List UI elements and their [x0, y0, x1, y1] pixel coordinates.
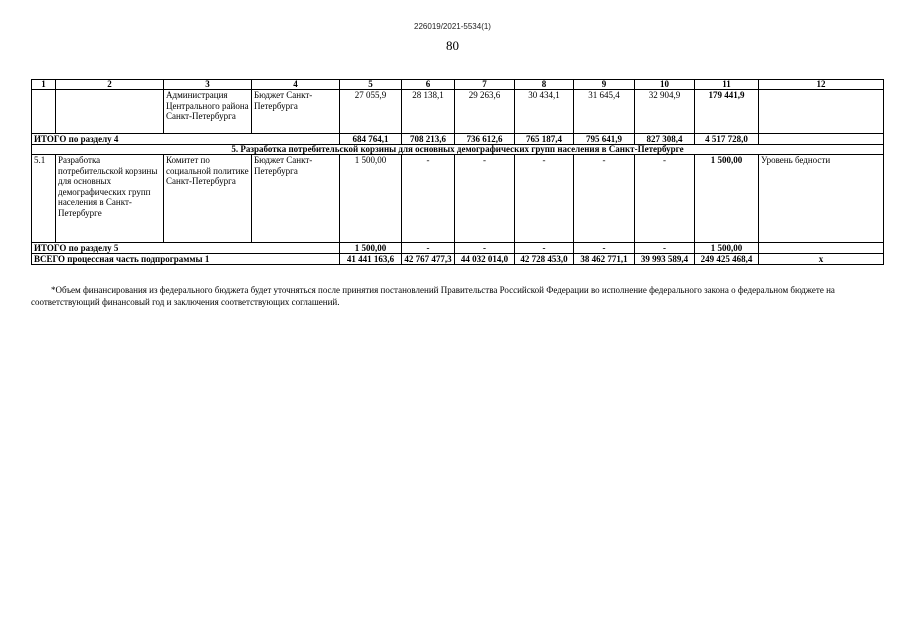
indicator-cell: Уровень бедности — [759, 155, 884, 243]
col-number: 6 — [402, 80, 455, 90]
grand-total-value: 44 032 014,0 — [455, 254, 515, 265]
total-value: - — [635, 243, 695, 254]
section-total-row — [32, 134, 884, 145]
value-cell: - — [635, 155, 695, 243]
value-cell: 29 263,6 — [455, 90, 515, 134]
total-value: 1 500,00 — [340, 243, 402, 254]
name-cell — [56, 90, 164, 134]
table-row — [32, 155, 884, 243]
grand-total-value: 42 728 453,0 — [515, 254, 574, 265]
value-cell: 32 904,9 — [635, 90, 695, 134]
total-value-cell: 1 500,00 — [695, 155, 759, 243]
executor-cell: Комитет по социальной политике Санкт-Петербурга — [164, 155, 252, 243]
total-value: - — [455, 243, 515, 254]
total-value: 1 500,00 — [695, 243, 759, 254]
col-number: 8 — [515, 80, 574, 90]
value-cell: - — [574, 155, 635, 243]
value-cell: 31 645,4 — [574, 90, 635, 134]
budget-table — [31, 79, 884, 265]
source-cell: Бюджет Санкт-Петербурга — [252, 90, 340, 134]
total-value: 765 187,4 — [515, 134, 574, 145]
section-total-row — [32, 243, 884, 254]
value-cell: 30 434,1 — [515, 90, 574, 134]
total-value: - — [402, 243, 455, 254]
executor-cell: Администрация Центрального района Санкт-Петербурга — [164, 90, 252, 134]
row-num-cell — [32, 90, 56, 134]
section-total-label: ИТОГО по разделу 4 — [32, 134, 340, 145]
value-cell: 28 138,1 — [402, 90, 455, 134]
col-number: 4 — [252, 80, 340, 90]
total-value-cell: 179 441,9 — [695, 90, 759, 134]
total-value: 4 517 728,0 — [695, 134, 759, 145]
col-number: 10 — [635, 80, 695, 90]
total-value: - — [574, 243, 635, 254]
source-cell: Бюджет Санкт-Петербурга — [252, 155, 340, 243]
total-value: 684 764,1 — [340, 134, 402, 145]
value-cell: - — [402, 155, 455, 243]
name-cell: Разработка потребительской корзины для основных демографических групп населения в Санкт-Петербурге — [56, 155, 164, 243]
row-num-cell: 5.1 — [32, 155, 56, 243]
column-number-row — [32, 80, 884, 90]
col-number: 1 — [32, 80, 56, 90]
grand-total-value: 249 425 468,4 — [695, 254, 759, 265]
indicator-cell — [759, 243, 884, 254]
indicator-cell — [759, 134, 884, 145]
section-title: 5. Разработка потребительской корзины для основных демографических групп населения в Санкт-Петербурге — [32, 145, 884, 155]
grand-total-row — [32, 254, 884, 265]
col-number: 2 — [56, 80, 164, 90]
total-value: 827 308,4 — [635, 134, 695, 145]
value-cell: 1 500,00 — [340, 155, 402, 243]
page-number: 80 — [446, 38, 459, 53]
col-number: 12 — [759, 80, 884, 90]
document-id: 226019/2021-5534(1) — [414, 22, 491, 31]
section-total-label: ИТОГО по разделу 5 — [32, 243, 340, 254]
not-applicable-mark: х — [759, 254, 884, 265]
section-title-row — [32, 145, 884, 155]
grand-total-value: 38 462 771,1 — [574, 254, 635, 265]
col-number: 3 — [164, 80, 252, 90]
value-cell: - — [515, 155, 574, 243]
col-number: 7 — [455, 80, 515, 90]
grand-total-label: ВСЕГО процессная часть подпрограммы 1 — [32, 254, 340, 265]
col-number: 9 — [574, 80, 635, 90]
total-value: 736 612,6 — [455, 134, 515, 145]
table-row — [32, 90, 884, 134]
total-value: - — [515, 243, 574, 254]
col-number: 5 — [340, 80, 402, 90]
value-cell: - — [455, 155, 515, 243]
grand-total-value: 39 993 589,4 — [635, 254, 695, 265]
grand-total-value: 42 767 477,3 — [402, 254, 455, 265]
total-value: 795 641,9 — [574, 134, 635, 145]
indicator-cell — [759, 90, 884, 134]
footnote: *Объем финансирования из федерального бюджета будет уточняться после принятия постановлений Правительства Российской Федерации во исполнение федерального закона о федеральном бюджете на соответствующий финансовый год и заключения соответствующих соглашений. — [31, 285, 835, 307]
col-number: 11 — [695, 80, 759, 90]
total-value: 708 213,6 — [402, 134, 455, 145]
grand-total-value: 41 441 163,6 — [340, 254, 402, 265]
value-cell: 27 055,9 — [340, 90, 402, 134]
